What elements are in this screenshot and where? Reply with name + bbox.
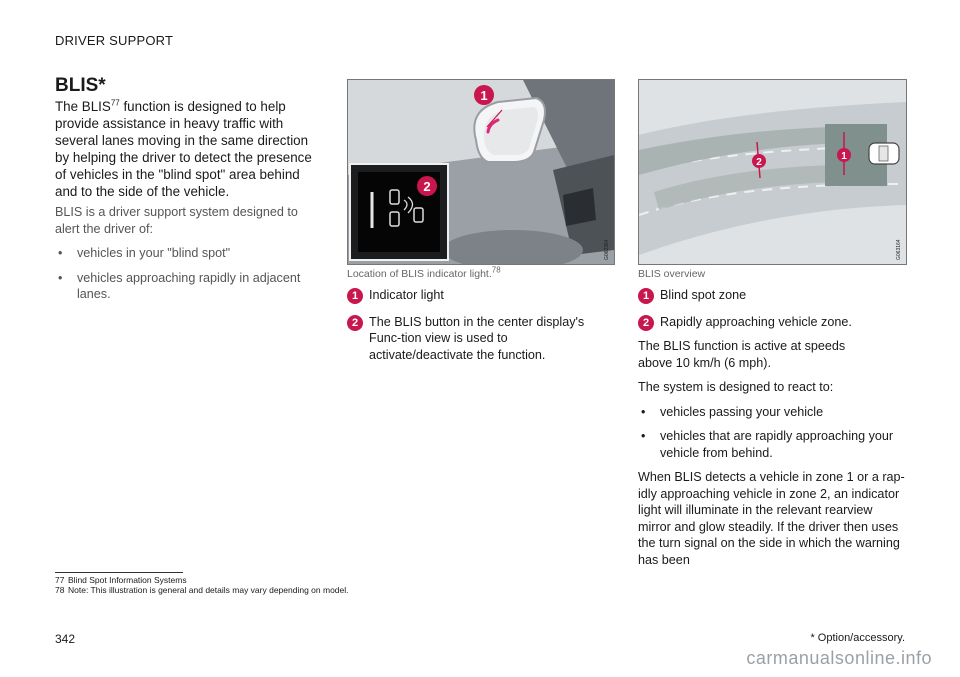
body-bullet: • vehicles that are rapidly approaching your vehicle from behind. (638, 428, 905, 461)
footnote-ref-78[interactable]: 78 (491, 265, 501, 275)
support-text: BLIS is a driver support system designed to alert the driver of: (55, 205, 298, 236)
page-title: BLIS* (55, 75, 106, 96)
road-illustration (639, 80, 906, 264)
footnote-number: 77 (55, 575, 65, 585)
callout-item (638, 287, 905, 304)
callout-item (347, 314, 613, 364)
callout-list (347, 287, 613, 363)
figure-caption: BLIS overview (638, 268, 706, 280)
callout-text: Rapidly approaching vehicle zone. (660, 314, 852, 329)
body-paragraph: The BLIS function is active at speeds above 10 km/h (6 mph). (638, 339, 846, 370)
body-bullet: • vehicles passing your vehicle (638, 404, 905, 421)
footnote-text: Blind Spot Information Systems (68, 575, 187, 585)
body-paragraph: When BLIS detects a vehicle in zone 1 or a rap-idly approaching vehicle in zone 2, an indicator light will illuminate in the relevant rearview mirror and glow steadily. If the driver then uses the turn signal on the side in which the warning has been (638, 470, 905, 567)
callout-number-badge: 1 (638, 288, 654, 304)
support-section (55, 204, 323, 303)
figure-blis-overview (638, 79, 907, 265)
page-number: 342 (55, 632, 76, 646)
support-bullet: • vehicles in your "blind spot" (55, 245, 323, 262)
zone-2-label: 2 (756, 157, 762, 168)
figure-code: G062384 (604, 239, 610, 260)
body-paragraph: The system is designed to react to: (638, 380, 834, 394)
intro-text-2: function is designed to help provide assistance in heavy traffic with several lanes moving in the same direction by helping the driver to detect the presence of vehicles in the "blind spot" area behind and to the side of the vehicle. (55, 99, 312, 199)
watermark: carmanualsonline.info (746, 648, 932, 668)
callout-item (638, 314, 905, 331)
figure-indicator-light (347, 79, 615, 265)
footnote (55, 585, 349, 595)
mirror-illustration (348, 80, 614, 264)
body-section (638, 338, 905, 568)
callout-text: Indicator light (369, 288, 444, 302)
footnote-ref-77[interactable]: 77 (110, 98, 120, 108)
callout-2-label: 2 (423, 179, 431, 194)
figure-code: G063164 (896, 239, 902, 260)
footnote-number: 78 (55, 585, 65, 595)
callout-item (347, 287, 613, 304)
footnote (55, 575, 187, 585)
callout-text: Blind spot zone (660, 288, 747, 302)
callout-text: The BLIS button in the center display's Func-tion view is used to activate/deactivate the function. (369, 314, 585, 362)
callout-list (638, 287, 905, 330)
section-header: DRIVER SUPPORT (55, 33, 174, 48)
zone-1-label: 1 (841, 151, 847, 162)
callout-number-badge: 2 (347, 315, 363, 331)
intro-text-1: The BLIS (55, 99, 111, 114)
callout-number-badge: 2 (638, 315, 654, 331)
caption-text: Location of BLIS indicator light. (347, 268, 492, 280)
support-bullet: • vehicles approaching rapidly in adjacent lanes. (55, 270, 323, 303)
figure-caption (347, 265, 613, 280)
callout-1-label: 1 (480, 88, 488, 103)
footnote-divider (55, 572, 183, 573)
option-note: * Option/accessory. (810, 632, 905, 644)
intro-paragraph (55, 98, 323, 200)
footnote-text: Note: This illustration is general and details may vary depending on model. (68, 585, 349, 595)
callout-number-badge: 1 (347, 288, 363, 304)
